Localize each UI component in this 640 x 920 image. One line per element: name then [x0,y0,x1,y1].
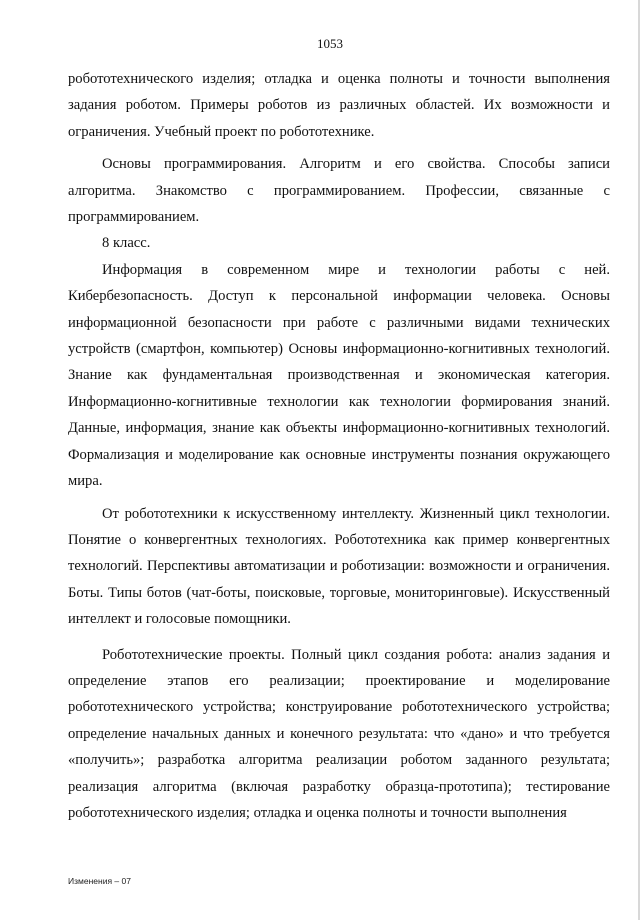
body-text [68,66,610,826]
paragraph-information-security: Информация в современном мире и технологии работы с ней. Кибербезопасность. Доступ к персональной информации человека. Основы информационной безопасности при работе с различными видами технических устройств (смартфон, компьютер) Основы информационно-когнитивных технологий. Знание как фундаментальная производственная и экономическая категория. Информационно-когнитивные технологии как технологии формирования знаний. Данные, информация, знание как объекты информационно-когнитивных технологий. Формализация и моделирование как основные инструменты познания окружающего мира. [68,261,610,490]
paragraph-robotics-to-ai: От робототехники к искусственному интеллекту. Жизненный цикл технологии. Понятие о конвергентных технологиях. Робототехника как пример конвергентных технологий. Перспективы автоматизации и роботизации: возможности и ограничения. Боты. Типы ботов (чат-боты, поисковые, торговые, мониторинговые). Искусственный интеллект и голосовые помощники. [68,505,610,628]
paragraph-programming-basics: Основы программирования. Алгоритм и его свойства. Способы записи алгоритма. Знакомство с программированием. Профессии, связанные с программированием. [68,156,610,226]
paragraph-robot-testing-cont: робототехнического изделия; отладка и оценка полноты и точности выполнения задания роботом. Примеры роботов из различных областей. Их возможности и ограничения. Учебный проект по робототехнике. [68,71,610,140]
footer-revision-note: Изменения – 07 [68,876,131,886]
section-heading-grade-8: 8 класс. [102,235,151,252]
page-number: 1053 [317,36,343,51]
paragraph-robotics-projects: Робототехнические проекты. Полный цикл создания робота: анализ задания и определение этапов его реализации; проектирование и моделирование робототехнического устройства; конструирование робототехнического устройства; определение начальных данных и конечного результата: что «дано» и что требуется «получить»; разработка алгоритма реализации роботом заданного результата; реализация алгоритма (включая разработку образца-прототипа); тестирование робототехнического изделия; отладка и оценка полноты и точности выполнения [68,646,610,821]
